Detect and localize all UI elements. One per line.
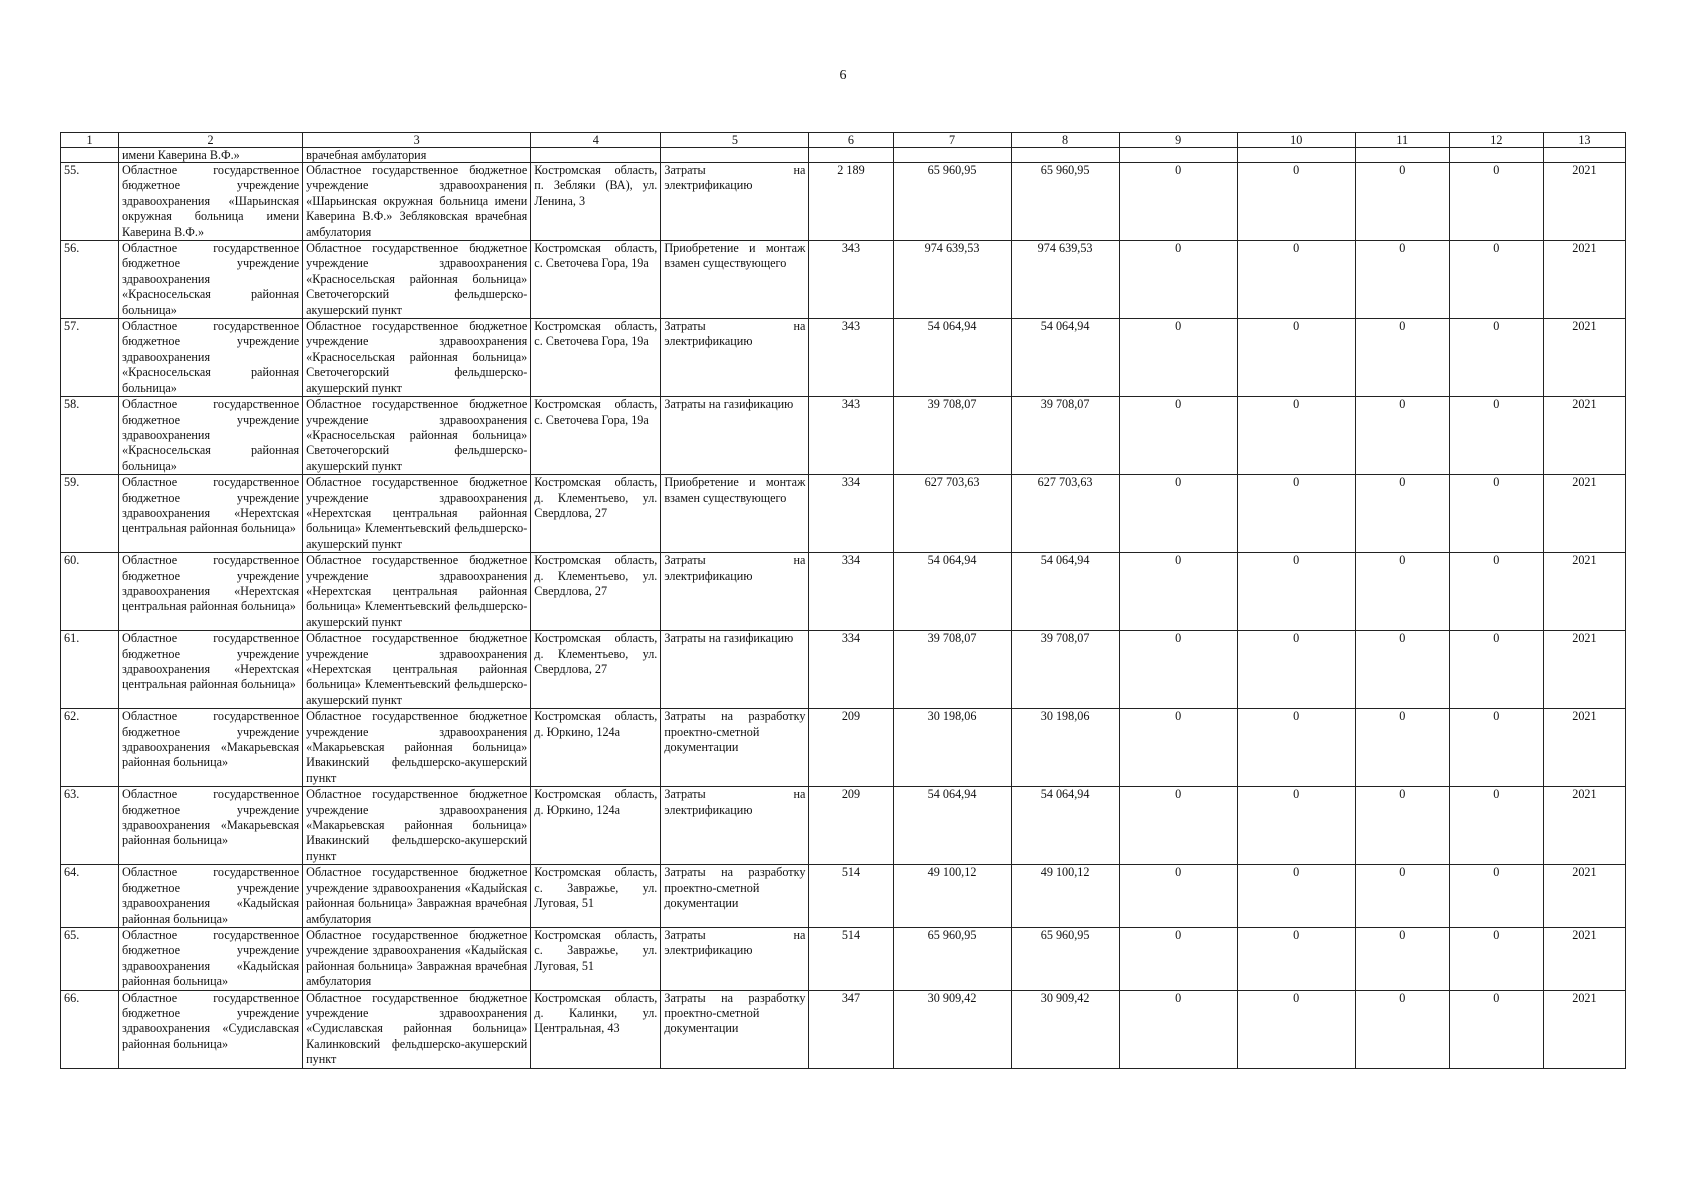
cell [893,148,1011,163]
table-row [61,787,1626,865]
cell: имени Каверина В.Ф.» [119,148,303,163]
facility-cell: Областное государственное бюджетное учреждение здравоохранения «Макарьевская районная больница» Ивакинский фельдшерско-акушерский пункт [303,787,531,865]
facility-cell: Областное государственное бюджетное учреждение здравоохранения «Нерехтская центральная районная больница» Клементьевский фельдшерско-акушерский пункт [303,475,531,553]
column-9-cell: 0 [1119,787,1237,865]
cell [61,148,119,163]
column-8-cell: 30 198,06 [1011,709,1119,787]
column-7-cell: 54 064,94 [893,553,1011,631]
column-12-cell: 0 [1449,553,1543,631]
year-cell: 2021 [1543,631,1625,709]
address-cell: Костромская область, с. Завражье, ул. Луговая, 51 [531,927,661,990]
purpose-cell: Затраты на разработку проектно-сметной документации [661,865,809,928]
year-cell: 2021 [1543,319,1625,397]
facility-cell: Областное государственное бюджетное учреждение здравоохранения «Красносельская районная больница» Светочегорский фельдшерско-акушерский пункт [303,319,531,397]
table-row [61,990,1626,1068]
cell [1119,148,1237,163]
address-cell: Костромская область, с. Светочева Гора, 19а [531,397,661,475]
year-cell: 2021 [1543,787,1625,865]
purpose-cell: Затраты на электрификацию [661,553,809,631]
column-header: 3 [303,133,531,148]
row-number-cell: 58. [61,397,119,475]
column-header: 6 [809,133,893,148]
cell [1449,148,1543,163]
cell [531,148,661,163]
row-number-cell: 55. [61,163,119,241]
column-8-cell: 65 960,95 [1011,927,1119,990]
column-11-cell: 0 [1355,927,1449,990]
column-12-cell: 0 [1449,397,1543,475]
column-11-cell: 0 [1355,787,1449,865]
column-7-cell: 54 064,94 [893,787,1011,865]
organization-cell: Областное государственное бюджетное учреждение здравоохранения «Судиславская районная больница» [119,990,303,1068]
row-number-cell: 62. [61,709,119,787]
column-7-cell: 49 100,12 [893,865,1011,928]
column-6-cell: 343 [809,397,893,475]
year-cell: 2021 [1543,241,1625,319]
column-11-cell: 0 [1355,631,1449,709]
year-cell: 2021 [1543,990,1625,1068]
purpose-cell: Затраты на электрификацию [661,319,809,397]
column-7-cell: 39 708,07 [893,397,1011,475]
column-12-cell: 0 [1449,865,1543,928]
column-12-cell: 0 [1449,787,1543,865]
facility-cell: Областное государственное бюджетное учреждение здравоохранения «Кадыйская районная больница» Завражная врачебная амбулатория [303,927,531,990]
organization-cell: Областное государственное бюджетное учреждение здравоохранения «Кадыйская районная больница» [119,927,303,990]
column-9-cell: 0 [1119,865,1237,928]
purpose-cell: Затраты на электрификацию [661,163,809,241]
column-9-cell: 0 [1119,163,1237,241]
column-11-cell: 0 [1355,865,1449,928]
column-header: 8 [1011,133,1119,148]
column-6-cell: 347 [809,990,893,1068]
organization-cell: Областное государственное бюджетное учреждение здравоохранения «Кадыйская районная больница» [119,865,303,928]
column-8-cell: 974 639,53 [1011,241,1119,319]
table-row [61,709,1626,787]
year-cell: 2021 [1543,553,1625,631]
column-10-cell: 0 [1237,397,1355,475]
row-number-cell: 64. [61,865,119,928]
organization-cell: Областное государственное бюджетное учреждение здравоохранения «Красносельская районная больница» [119,241,303,319]
column-8-cell: 30 909,42 [1011,990,1119,1068]
row-number-cell: 66. [61,990,119,1068]
cell: врачебная амбулатория [303,148,531,163]
table-row [61,241,1626,319]
facility-cell: Областное государственное бюджетное учреждение здравоохранения «Макарьевская районная больница» Ивакинский фельдшерско-акушерский пункт [303,709,531,787]
year-cell: 2021 [1543,927,1625,990]
column-header: 5 [661,133,809,148]
column-8-cell: 54 064,94 [1011,319,1119,397]
column-8-cell: 627 703,63 [1011,475,1119,553]
purpose-cell: Затраты на разработку проектно-сметной документации [661,709,809,787]
column-12-cell: 0 [1449,319,1543,397]
column-7-cell: 627 703,63 [893,475,1011,553]
column-6-cell: 334 [809,631,893,709]
column-6-cell: 334 [809,475,893,553]
year-cell: 2021 [1543,163,1625,241]
column-10-cell: 0 [1237,787,1355,865]
table-row [61,319,1626,397]
column-header: 13 [1543,133,1625,148]
address-cell: Костромская область, д. Клементьево, ул. Свердлова, 27 [531,631,661,709]
column-9-cell: 0 [1119,475,1237,553]
column-10-cell: 0 [1237,865,1355,928]
data-table [60,132,1626,1069]
row-number-cell: 60. [61,553,119,631]
column-7-cell: 54 064,94 [893,319,1011,397]
purpose-cell: Приобретение и монтаж взамен существующего [661,241,809,319]
column-6-cell: 343 [809,319,893,397]
year-cell: 2021 [1543,865,1625,928]
cell [1543,148,1625,163]
row-number-cell: 57. [61,319,119,397]
column-6-cell: 209 [809,787,893,865]
purpose-cell: Затраты на газификацию [661,397,809,475]
column-11-cell: 0 [1355,397,1449,475]
organization-cell: Областное государственное бюджетное учреждение здравоохранения «Макарьевская районная больница» [119,709,303,787]
column-8-cell: 49 100,12 [1011,865,1119,928]
column-11-cell: 0 [1355,241,1449,319]
year-cell: 2021 [1543,475,1625,553]
address-cell: Костромская область, д. Клементьево, ул. Свердлова, 27 [531,475,661,553]
address-cell: Костромская область, п. Зебляки (ВА), ул. Ленина, 3 [531,163,661,241]
column-header: 12 [1449,133,1543,148]
column-7-cell: 65 960,95 [893,163,1011,241]
column-8-cell: 39 708,07 [1011,397,1119,475]
column-6-cell: 2 189 [809,163,893,241]
column-6-cell: 514 [809,865,893,928]
organization-cell: Областное государственное бюджетное учреждение здравоохранения «Нерехтская центральная районная больница» [119,631,303,709]
column-header: 9 [1119,133,1237,148]
column-11-cell: 0 [1355,163,1449,241]
organization-cell: Областное государственное бюджетное учреждение здравоохранения «Нерехтская центральная районная больница» [119,475,303,553]
organization-cell: Областное государственное бюджетное учреждение здравоохранения «Красносельская районная больница» [119,397,303,475]
address-cell: Костромская область, д. Клементьево, ул. Свердлова, 27 [531,553,661,631]
column-7-cell: 30 198,06 [893,709,1011,787]
purpose-cell: Приобретение и монтаж взамен существующего [661,475,809,553]
column-8-cell: 65 960,95 [1011,163,1119,241]
row-number-cell: 63. [61,787,119,865]
facility-cell: Областное государственное бюджетное учреждение здравоохранения «Красносельская районная больница» Светочегорский фельдшерско-акушерский пункт [303,397,531,475]
table-row [61,631,1626,709]
column-7-cell: 974 639,53 [893,241,1011,319]
column-8-cell: 54 064,94 [1011,787,1119,865]
column-10-cell: 0 [1237,475,1355,553]
organization-cell: Областное государственное бюджетное учреждение здравоохранения «Шарьинская окружная больница имени Каверина В.Ф.» [119,163,303,241]
column-9-cell: 0 [1119,319,1237,397]
column-9-cell: 0 [1119,927,1237,990]
table-row [61,397,1626,475]
column-12-cell: 0 [1449,241,1543,319]
column-8-cell: 39 708,07 [1011,631,1119,709]
column-9-cell: 0 [1119,709,1237,787]
address-cell: Костромская область, д. Юркино, 124а [531,787,661,865]
continuation-row [61,148,1626,163]
column-header: 7 [893,133,1011,148]
column-header: 1 [61,133,119,148]
column-11-cell: 0 [1355,709,1449,787]
row-number-cell: 61. [61,631,119,709]
column-9-cell: 0 [1119,397,1237,475]
year-cell: 2021 [1543,397,1625,475]
address-cell: Костромская область, с. Светочева Гора, 19а [531,319,661,397]
column-7-cell: 39 708,07 [893,631,1011,709]
column-11-cell: 0 [1355,319,1449,397]
column-number-row [61,133,1626,148]
column-10-cell: 0 [1237,709,1355,787]
column-9-cell: 0 [1119,631,1237,709]
column-10-cell: 0 [1237,927,1355,990]
column-8-cell: 54 064,94 [1011,553,1119,631]
column-10-cell: 0 [1237,319,1355,397]
column-9-cell: 0 [1119,553,1237,631]
address-cell: Костромская область, д. Калинки, ул. Центральная, 43 [531,990,661,1068]
column-12-cell: 0 [1449,163,1543,241]
purpose-cell: Затраты на электрификацию [661,927,809,990]
table-row [61,865,1626,928]
purpose-cell: Затраты на разработку проектно-сметной документации [661,990,809,1068]
column-header: 10 [1237,133,1355,148]
column-11-cell: 0 [1355,990,1449,1068]
column-7-cell: 30 909,42 [893,990,1011,1068]
column-10-cell: 0 [1237,990,1355,1068]
row-number-cell: 56. [61,241,119,319]
address-cell: Костромская область, с. Светочева Гора, 19а [531,241,661,319]
cell [809,148,893,163]
table-row [61,553,1626,631]
purpose-cell: Затраты на газификацию [661,631,809,709]
organization-cell: Областное государственное бюджетное учреждение здравоохранения «Красносельская районная больница» [119,319,303,397]
year-cell: 2021 [1543,709,1625,787]
column-9-cell: 0 [1119,990,1237,1068]
facility-cell: Областное государственное бюджетное учреждение здравоохранения «Судиславская районная больница» Калинковский фельдшерско-акушерский пункт [303,990,531,1068]
column-6-cell: 514 [809,927,893,990]
column-header: 11 [1355,133,1449,148]
column-12-cell: 0 [1449,709,1543,787]
column-12-cell: 0 [1449,475,1543,553]
column-12-cell: 0 [1449,990,1543,1068]
facility-cell: Областное государственное бюджетное учреждение здравоохранения «Кадыйская районная больница» Завражная врачебная амбулатория [303,865,531,928]
column-7-cell: 65 960,95 [893,927,1011,990]
page-number: 6 [839,68,847,83]
column-12-cell: 0 [1449,631,1543,709]
address-cell: Костромская область, д. Юркино, 124а [531,709,661,787]
facility-cell: Областное государственное бюджетное учреждение здравоохранения «Шарьинская окружная больница имени Каверина В.Ф.» Зебляковская врачебная амбулатория [303,163,531,241]
purpose-cell: Затраты на электрификацию [661,787,809,865]
column-12-cell: 0 [1449,927,1543,990]
cell [661,148,809,163]
column-10-cell: 0 [1237,631,1355,709]
column-header: 2 [119,133,303,148]
cell [1011,148,1119,163]
facility-cell: Областное государственное бюджетное учреждение здравоохранения «Нерехтская центральная районная больница» Клементьевский фельдшерско-акушерский пункт [303,553,531,631]
row-number-cell: 59. [61,475,119,553]
address-cell: Костромская область, с. Завражье, ул. Луговая, 51 [531,865,661,928]
column-11-cell: 0 [1355,475,1449,553]
column-6-cell: 334 [809,553,893,631]
facility-cell: Областное государственное бюджетное учреждение здравоохранения «Красносельская районная больница» Светочегорский фельдшерско-акушерский пункт [303,241,531,319]
column-10-cell: 0 [1237,553,1355,631]
organization-cell: Областное государственное бюджетное учреждение здравоохранения «Макарьевская районная больница» [119,787,303,865]
column-11-cell: 0 [1355,553,1449,631]
table-row [61,163,1626,241]
cell [1237,148,1355,163]
column-10-cell: 0 [1237,163,1355,241]
row-number-cell: 65. [61,927,119,990]
organization-cell: Областное государственное бюджетное учреждение здравоохранения «Нерехтская центральная районная больница» [119,553,303,631]
column-9-cell: 0 [1119,241,1237,319]
column-6-cell: 343 [809,241,893,319]
column-10-cell: 0 [1237,241,1355,319]
facility-cell: Областное государственное бюджетное учреждение здравоохранения «Нерехтская центральная районная больница» Клементьевский фельдшерско-акушерский пункт [303,631,531,709]
table-row [61,475,1626,553]
cell [1355,148,1449,163]
table-row [61,927,1626,990]
column-header: 4 [531,133,661,148]
column-6-cell: 209 [809,709,893,787]
